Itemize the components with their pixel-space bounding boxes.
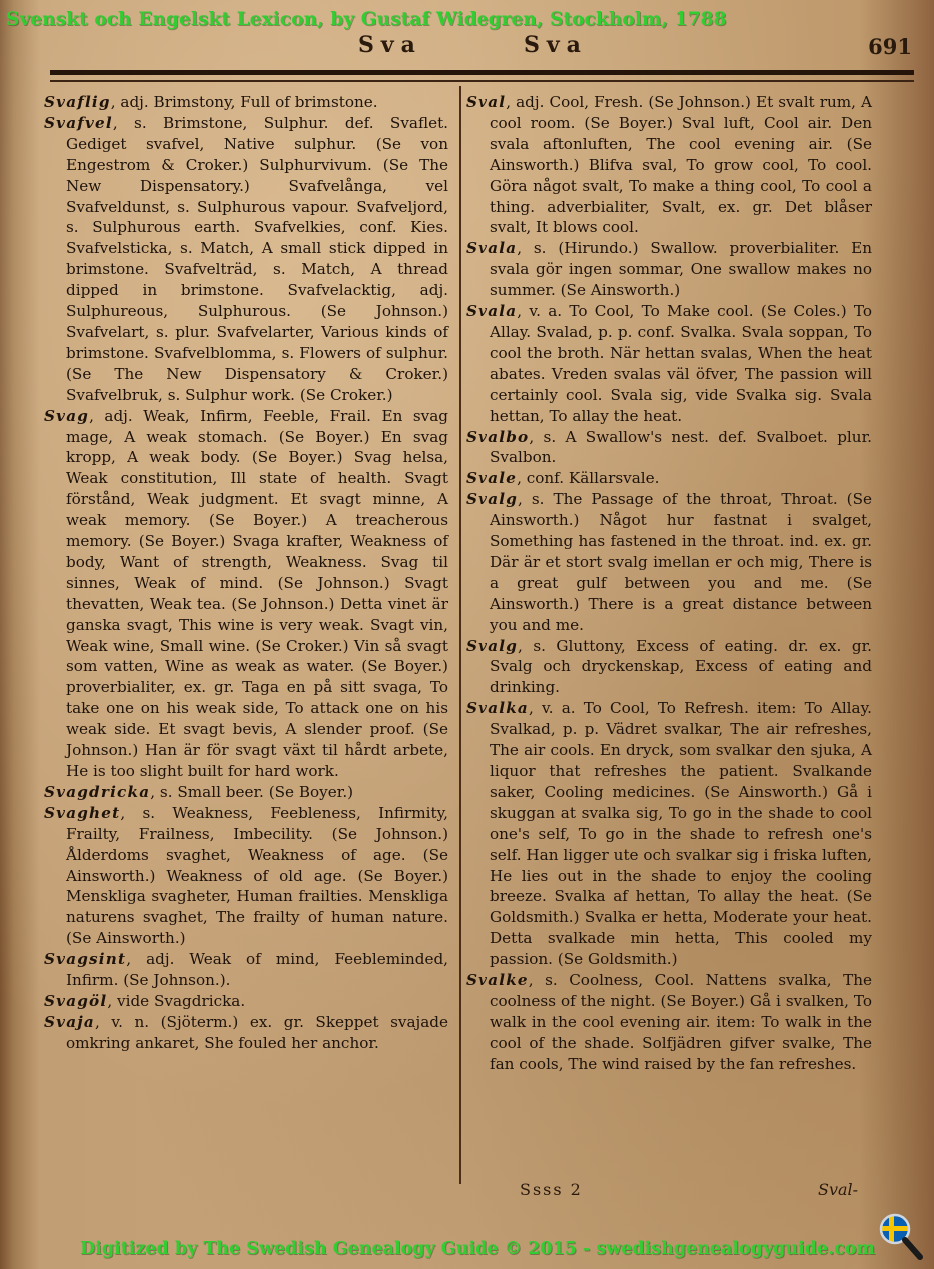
dictionary-entry: Svaflig, adj. Brimstony, Full of brimstone. (44, 93, 378, 111)
catchword: Sval- (818, 1180, 859, 1199)
dictionary-entry: Svaja, v. n. (Sjöterm.) ex. gr. Skeppet svajade omkring ankaret, She fouled her anchor. (44, 1012, 448, 1052)
dictionary-entry: Svafvel, s. Brimstone, Sulphur. def. Svaflet. Gediget svafvel, Native sulphur. (Se von Engestrom & Croker.) Sulphurvivum. (Se The New Dispensatory.) Svafvelånga, vel Svafveldunst, s. Sulphurous vapour. Svafveljord, s. Sulphurous earth. Svafvelkies, conf. Kies. Svafvelsticka, s. Match, A small stick dipped in brimstone. Svafvelträd, s. Match, A thread dipped in brimstone. Svafvelacktig, adj. Sulphureous, Sulphurous. (Se Johnson.) Svafvelart, s. plur. Svafvelarter, Various kinds of brimstone. Svafvelblomma, s. Flowers of sulphur. (Se The New Dispensatory & Croker.) Svafvelbruk, s. Sulphur work. (Se Croker.) (44, 113, 448, 404)
entry-headword: Svala (466, 239, 518, 258)
dictionary-entry: Svala, v. a. To Cool, To Make cool. (Se Coles.) To Allay. Svalad, p. p. conf. Svalka. Svala soppan, To cool the broth. När hettan svalas, When the heat abates. Vreden svalas väl öfver, The passion will certainly cool. Svala sig, vide Svalka sig. Svala hettan, To allay the heat. (466, 302, 872, 425)
entry-headword: Svalg (466, 490, 519, 509)
site-banner: Svenskt och Engelskt Lexicon, by Gustaf Widegren, Stockholm, 1788 (6, 9, 727, 30)
dictionary-entry: Svalg, s. The Passage of the throat, Throat. (Se Ainsworth.) Något hur fastnat i svalget, Something has fastened in the throat. ind. ex. gr. Där är et stort svalg imellan er och mig, There is a great gulf between you and me. (Se Ainsworth.) There is a great distance between you and me. (466, 490, 872, 634)
entry-headword: Svalg (466, 636, 519, 655)
signature-mark: Ssss 2 (520, 1180, 583, 1199)
entry-headword: Svafvel (44, 113, 113, 132)
page-number: 691 (868, 34, 912, 59)
entry-headword: Svalbo (466, 427, 530, 446)
entry-headword: Svala (466, 302, 518, 321)
running-head-right: Sva (524, 32, 588, 58)
dictionary-entry: Svalke, s. Coolness, Cool. Nattens svalka, The coolness of the night. (Se Boyer.) Gå i svalken, To walk in the cool evening air. item: To walk in the cool of the shade. Solfjädren gifver svalke, The fan cools, The wind raised by the fan refreshes. (466, 971, 872, 1073)
dictionary-entry: Svag, adj. Weak, Infirm, Feeble, Frail. En svag mage, A weak stomach. (Se Boyer.) En svag kropp, A weak body. (Se Boyer.) Svag helsa, Weak constitution, Ill state of health. Svagt förstånd, Weak judgment. Et svagt minne, A weak memory. (Se Boyer.) A treacherous memory. (Se Boyer.) Svaga krafter, Weakness of body, Want of strength, Weakness. Svag til sinnes, Weak of mind. (Se Johnson.) Svagt thevatten, Weak tea. (Se Johnson.) Detta vinet är ganska svagt, This wine is very weak. Svagt vin, Weak wine, Small wine. (Se Croker.) Vin så svagt som vatten, Wine as weak as water. (Se Boyer.) proverbialiter, ex. gr. Taga en på sitt svaga, To take one on his weak side, To attack one on his weak side. Et svagt bevis, A slender proof. (Se Johnson.) Han är för svagt växt til hårdt arbete, He is too slight built for hard work. (44, 406, 448, 780)
entry-headword: Svale (466, 469, 518, 488)
dictionary-entry: Svalka, v. a. To Cool, To Refresh. item: To Allay. Svalkad, p. p. Vädret svalkar, The air refreshes, The air cools. En dryck, som svalkar den sjuka, A liquor that refreshes the patient. Svalkande saker, Cooling medicines. (Se Ainsworth.) Gå i skuggan at svalka sig, To go in the shade to cool one's self, To go in the shade to refresh one's self. Han ligger ute och svalkar sig i friska luften, He lies out in the shade to enjoy the cooling breeze. Svalka af hettan, To allay the heat. (Se Goldsmith.) Svalka er hetta, Moderate your heat. Detta svalkade min hetta, This cooled my passion. (Se Goldsmith.) (466, 699, 872, 969)
header-rule-thick (50, 70, 914, 75)
right-column (466, 92, 872, 1075)
footer-credit: Digitized by The Swedish Genealogy Guide © 2015 - swedishgenealogyguide.com (80, 1239, 876, 1259)
entry-headword: Svagdricka (44, 782, 151, 801)
dictionary-entry: Sval, adj. Cool, Fresh. (Se Johnson.) Et svalt rum, A cool room. (Se Boyer.) Sval luft, Cool air. Den svala aftonluften, The cool evening air. (Se Ainsworth.) Blifva sval, To grow cool, To cool. Göra något svalt, To make a thing cool, To cool a thing. adverbialiter, Svalt, ex. gr. Det blåser svalt, It blows cool. (466, 93, 872, 237)
column-divider (459, 86, 461, 1184)
entry-headword: Svaghet (44, 803, 121, 822)
entry-headword: Svalka (466, 699, 529, 718)
dictionary-entry: Svagöl, vide Svagdricka. (44, 991, 246, 1010)
entry-headword: Svagöl (44, 991, 108, 1010)
left-column (44, 92, 448, 1054)
dictionary-entry: Svaghet, s. Weakness, Feebleness, Infirmity, Frailty, Frailness, Imbecility. (Se Johnson.) Ålderdoms svaghet, Weakness of age. (Se Ainsworth.) Weakness of old age. (Se Boyer.) Menskliga svagheter, Human frailties. Menskliga naturens svaghet, The frailty of human nature. (Se Ainsworth.) (44, 803, 448, 948)
dictionary-entry: Svala, s. (Hirundo.) Swallow. proverbialiter. En svala gör ingen sommar, One swallow makes no summer. (Se Ainsworth.) (466, 239, 872, 300)
entry-headword: Svagsint (44, 950, 127, 969)
running-head-left: Sva (358, 32, 422, 58)
header-rule-thin (50, 80, 914, 82)
entry-headword: Sval (466, 93, 507, 111)
entry-headword: Svaflig (44, 93, 111, 111)
dictionary-entry: Svale, conf. Källarsvale. (466, 469, 660, 488)
dictionary-entry: Svagdricka, s. Small beer. (Se Boyer.) (44, 782, 354, 801)
dictionary-entry: Svagsint, adj. Weak of mind, Feebleminded, Infirm. (Se Johnson.). (44, 950, 448, 990)
entry-headword: Svalke (466, 971, 529, 990)
entry-headword: Svag (44, 406, 90, 425)
dictionary-entry: Svalg, s. Gluttony, Excess of eating. dr. ex. gr. Svalg och dryckenskap, Excess of eating and drinking. (466, 636, 872, 697)
entry-headword: Svaja (44, 1012, 95, 1031)
dictionary-entry: Svalbo, s. A Swallow's nest. def. Svalboet. plur. Svalbon. (466, 427, 872, 467)
swedish-flag-magnifier-icon (878, 1212, 924, 1262)
